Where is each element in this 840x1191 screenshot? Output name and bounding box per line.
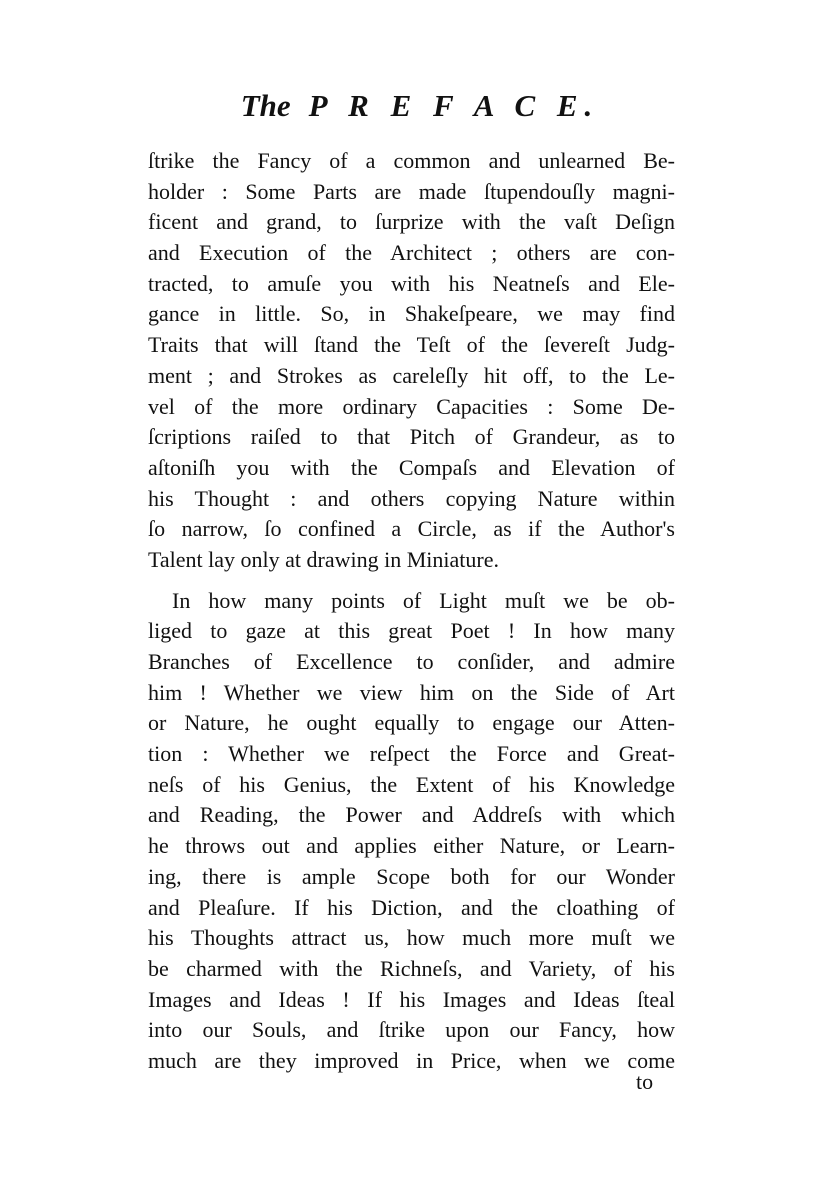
running-head-title: P R E F A C E. — [308, 88, 600, 123]
text-line: or Nature, he ought equally to engage our Atten- — [148, 710, 675, 736]
catchword: to — [636, 1069, 654, 1094]
text-line: tracted, to amuſe you with his Neatneſs and Ele- — [148, 270, 675, 296]
text-line: his Thought : and others copying Nature within — [148, 485, 675, 511]
paragraph — [148, 586, 675, 1077]
text-line: he throws out and applies either Nature, or Learn- — [148, 833, 675, 859]
text-line: ſtrike the Fancy of a common and unlearned Be- — [148, 148, 675, 173]
text-line: Talent lay only at drawing in Miniature. — [148, 546, 499, 572]
text-line: Branches of Excellence to conſider, and admire — [148, 649, 675, 674]
text-line: ing, there is ample Scope both for our Wonder — [148, 863, 675, 889]
text-line: him ! Whether we view him on the Side of Art — [148, 679, 675, 705]
text-line: much are they improved in Price, when we come — [148, 1047, 675, 1073]
text-line: tion : Whether we reſpect the Force and Great- — [148, 741, 675, 767]
text-line: into our Souls, and ſtrike upon our Fancy, how — [148, 1017, 675, 1043]
text-line: Traits that will ſtand the Teſt of the ſevereſt Judg- — [148, 332, 675, 358]
text-line: ficent and grand, to ſurprize with the vaſt Deſign — [148, 209, 675, 235]
body-text — [148, 146, 675, 1077]
text-line: vel of the more ordinary Capacities : Some De- — [148, 393, 675, 419]
text-line: be charmed with the Richneſs, and Variety, of his — [148, 955, 675, 981]
text-line: his Thoughts attract us, how much more muſt we — [148, 925, 675, 951]
text-line: aſtoniſh you with the Compaſs and Elevation of — [148, 454, 675, 480]
paragraph-gap — [148, 576, 675, 586]
text-line: gance in little. So, in Shakeſpeare, we may find — [148, 301, 675, 327]
text-line: and Reading, the Power and Addreſs with which — [148, 802, 675, 828]
text-line: ſcriptions raiſed to that Pitch of Grandeur, as to — [148, 424, 675, 450]
running-head-prefix: The — [240, 88, 291, 123]
running-head — [0, 88, 840, 124]
text-line: and Execution of the Architect ; others are con- — [148, 240, 675, 266]
text-line: ment ; and Strokes as careleſly hit off, to the Le- — [148, 362, 675, 388]
text-line: Images and Ideas ! If his Images and Ideas ſteal — [148, 986, 675, 1012]
text-line: ſo narrow, ſo confined a Circle, as if the Author's — [148, 516, 675, 542]
text-line: and Pleaſure. If his Diction, and the cloathing of — [148, 894, 675, 920]
text-line: holder : Some Parts are made ſtupendouſly magni- — [148, 178, 675, 204]
text-line: liged to gaze at this great Poet ! In how many — [148, 618, 675, 644]
text-line: In how many points of Light muſt we be ob- — [172, 587, 675, 613]
text-line: neſs of his Genius, the Extent of his Knowledge — [148, 771, 675, 797]
paragraph — [148, 146, 675, 576]
